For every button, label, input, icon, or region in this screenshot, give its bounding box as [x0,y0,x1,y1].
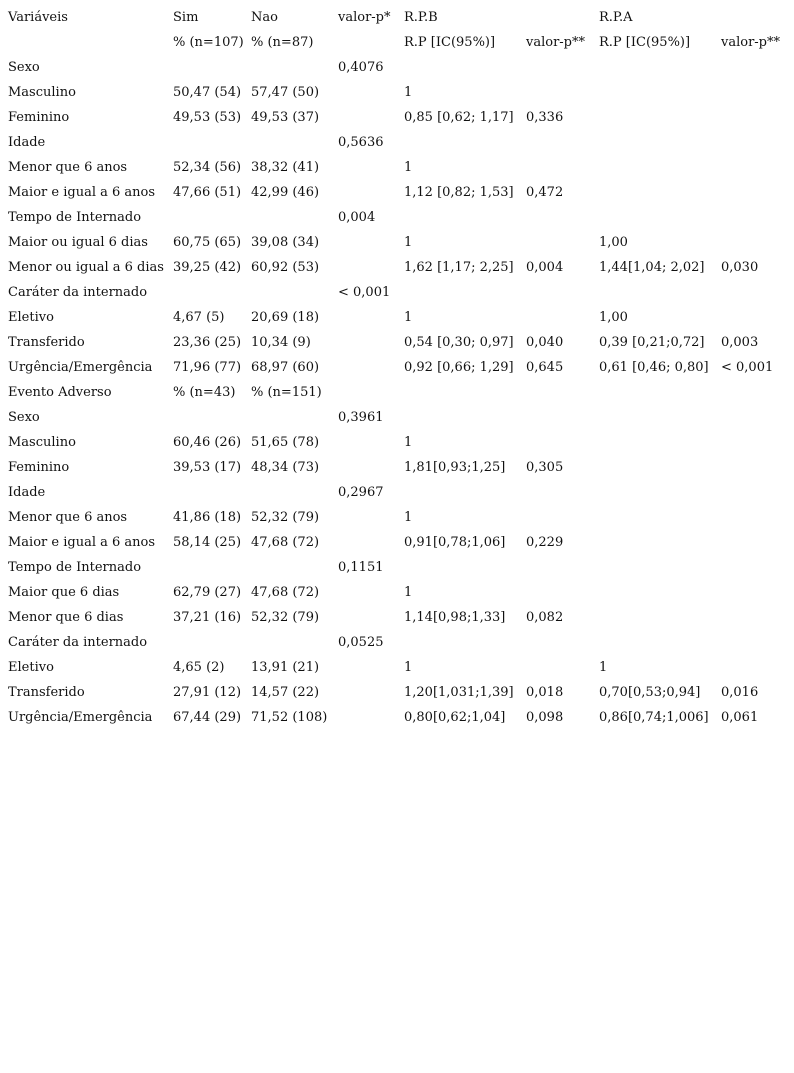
table-row [0,335,794,360]
cell-rpb-p-value: 0,305 [526,460,564,475]
cell-nao: 60,92 (53) [251,260,320,275]
cell-sim: 41,86 (18) [173,510,242,525]
table-row [0,85,794,110]
cell-rpb-p-value: 0,472 [526,185,564,200]
table-row [0,635,794,660]
cell-rpb-p-value: 0,040 [526,335,564,350]
cell-sim: % (n=43) [173,385,236,400]
cell-sim: 58,14 (25) [173,535,242,550]
cell-rpb-ci: 1,20[1,031;1,39] [404,685,514,700]
table-row [0,660,794,685]
cell-sim: 71,96 (77) [173,360,242,375]
table-row [0,360,794,385]
cell-rpa-ci: 0,70[0,53;0,94] [599,685,701,700]
table-row [0,60,794,85]
cell-rpb-ci: 0,54 [0,30; 0,97] [404,335,514,350]
cell-sim: 60,46 (26) [173,435,242,450]
table-row [0,260,794,285]
cell-rpb-ci: 1,81[0,93;1,25] [404,460,506,475]
cell-variable: Sexo [8,410,40,425]
cell-rpb-p-value: 0,018 [526,685,564,700]
cell-rpa-ci: 0,39 [0,21;0,72] [599,335,705,350]
cell-variable: Feminino [8,460,70,475]
cell-nao: 13,91 (21) [251,660,320,675]
cell-p-value: 0,4076 [338,60,384,75]
cell-nao: % (n=151) [251,385,322,400]
cell-variable: Maior e igual a 6 anos [8,185,156,200]
cell-variable: Masculino [8,85,76,100]
table-row [0,285,794,310]
cell-variable: Maior que 6 dias [8,585,120,600]
table-row [0,235,794,260]
cell-variable: Evento Adverso [8,385,112,400]
cell-sim: 67,44 (29) [173,710,242,725]
cell-variable: Urgência/Emergência [8,360,153,375]
cell-rpa-ci: 1,00 [599,235,628,250]
table-row [0,535,794,560]
cell-variable: Eletivo [8,660,54,675]
cell-variable: Tempo de Internado [8,560,142,575]
table-row [0,560,794,585]
cell-variable: Feminino [8,110,70,125]
cell-rpb-ci: 1,12 [0,82; 1,53] [404,185,514,200]
cell-nao: Nao [251,10,278,25]
cell-p-value: 0,2967 [338,485,384,500]
cell-nao: 68,97 (60) [251,360,320,375]
cell-sim: 23,36 (25) [173,335,242,350]
cell-rpa-p-value: valor-p** [721,35,781,50]
cell-rpb-ci: 1,62 [1,17; 2,25] [404,260,514,275]
cell-sim: 39,53 (17) [173,460,242,475]
cell-variable: Menor que 6 anos [8,510,128,525]
cell-sim: 50,47 (54) [173,85,242,100]
table-row [0,135,794,160]
cell-rpa-ci: R.P [IC(95%)] [599,35,691,50]
cell-rpb-p-value: 0,098 [526,710,564,725]
cell-rpb-ci: 0,91[0,78;1,06] [404,535,506,550]
cell-rpb-ci: R.P [IC(95%)] [404,35,496,50]
subheader-row [0,35,794,60]
cell-sim: 4,67 (5) [173,310,225,325]
cell-rpb-ci: 1 [404,585,413,600]
cell-rpb-ci: 1 [404,85,413,100]
cell-nao: 71,52 (108) [251,710,328,725]
cell-variable: Urgência/Emergência [8,710,153,725]
cell-p-value: < 0,001 [338,285,391,300]
cell-p-value: 0,0525 [338,635,384,650]
table-row [0,385,794,410]
table-row [0,610,794,635]
cell-variable: Caráter da internado [8,635,148,650]
cell-nao: 52,32 (79) [251,610,320,625]
cell-nao: 47,68 (72) [251,585,320,600]
cell-rpb-p-value: 0,229 [526,535,564,550]
cell-rpb-ci: 1 [404,510,413,525]
cell-rpb-ci: 1 [404,160,413,175]
cell-rpb-ci: R.P.B [404,10,438,25]
cell-rpa-p-value: < 0,001 [721,360,774,375]
cell-rpb-p-value: 0,336 [526,110,564,125]
cell-sim: 4,65 (2) [173,660,225,675]
cell-variable: Idade [8,485,46,500]
cell-rpa-p-value: 0,061 [721,710,759,725]
cell-nao: 38,32 (41) [251,160,320,175]
cell-variable: Tempo de Internado [8,210,142,225]
cell-rpa-ci: R.P.A [599,10,633,25]
cell-nao: 49,53 (37) [251,110,320,125]
cell-nao: 14,57 (22) [251,685,320,700]
cell-rpb-ci: 0,80[0,62;1,04] [404,710,506,725]
cell-p-value: 0,004 [338,210,376,225]
cell-rpb-ci: 0,85 [0,62; 1,17] [404,110,514,125]
table-row [0,710,794,735]
cell-variable: Maior ou igual 6 dias [8,235,148,250]
table-row [0,485,794,510]
cell-nao: 47,68 (72) [251,535,320,550]
cell-rpa-ci: 0,61 [0,46; 0,80] [599,360,709,375]
cell-variable: Masculino [8,435,76,450]
table-row [0,410,794,435]
table-row [0,685,794,710]
cell-rpb-p-value: 0,004 [526,260,564,275]
cell-variable: Eletivo [8,310,54,325]
cell-nao: 10,34 (9) [251,335,311,350]
cell-sim: 37,21 (16) [173,610,242,625]
cell-rpa-p-value: 0,016 [721,685,759,700]
cell-rpa-p-value: 0,030 [721,260,759,275]
cell-variable: Variáveis [8,10,68,25]
cell-variable: Idade [8,135,46,150]
cell-rpa-ci: 1,00 [599,310,628,325]
cell-variable: Menor que 6 anos [8,160,128,175]
cell-sim: % (n=107) [173,35,244,50]
cell-p-value: 0,1151 [338,560,384,575]
cell-rpb-p-value: 0,645 [526,360,564,375]
cell-rpa-ci: 1,44[1,04; 2,02] [599,260,705,275]
cell-rpb-ci: 0,92 [0,66; 1,29] [404,360,514,375]
cell-p-value: valor-p* [338,10,391,25]
table-row [0,585,794,610]
cell-rpb-ci: 1,14[0,98;1,33] [404,610,506,625]
table-row [0,510,794,535]
header-row [0,10,794,35]
table-row [0,310,794,335]
table-row [0,460,794,485]
cell-nao: 57,47 (50) [251,85,320,100]
cell-nao: 20,69 (18) [251,310,320,325]
table-row [0,210,794,235]
cell-variable: Menor que 6 dias [8,610,124,625]
cell-rpb-ci: 1 [404,660,413,675]
table-row [0,435,794,460]
cell-sim: Sim [173,10,199,25]
cell-rpb-ci: 1 [404,235,413,250]
cell-rpb-p-value: valor-p** [526,35,586,50]
cell-rpa-ci: 0,86[0,74;1,006] [599,710,709,725]
cell-sim: 60,75 (65) [173,235,242,250]
table-row [0,110,794,135]
cell-rpb-ci: 1 [404,310,413,325]
cell-p-value: 0,5636 [338,135,384,150]
cell-nao: 51,65 (78) [251,435,320,450]
cell-sim: 39,25 (42) [173,260,242,275]
cell-variable: Menor ou igual a 6 dias [8,260,164,275]
cell-variable: Maior e igual a 6 anos [8,535,156,550]
cell-variable: Transferido [8,335,85,350]
table-row [0,185,794,210]
cell-nao: 52,32 (79) [251,510,320,525]
cell-sim: 52,34 (56) [173,160,242,175]
cell-rpb-ci: 1 [404,435,413,450]
cell-rpa-p-value: 0,003 [721,335,759,350]
cell-variable: Transferido [8,685,85,700]
cell-nao: % (n=87) [251,35,314,50]
cell-sim: 27,91 (12) [173,685,242,700]
cell-sim: 47,66 (51) [173,185,242,200]
cell-p-value: 0,3961 [338,410,384,425]
cell-nao: 42,99 (46) [251,185,320,200]
cell-rpb-p-value: 0,082 [526,610,564,625]
cell-sim: 62,79 (27) [173,585,242,600]
cell-nao: 48,34 (73) [251,460,320,475]
cell-sim: 49,53 (53) [173,110,242,125]
cell-rpa-ci: 1 [599,660,608,675]
table-row [0,160,794,185]
cell-variable: Sexo [8,60,40,75]
cell-variable: Caráter da internado [8,285,148,300]
cell-nao: 39,08 (34) [251,235,320,250]
